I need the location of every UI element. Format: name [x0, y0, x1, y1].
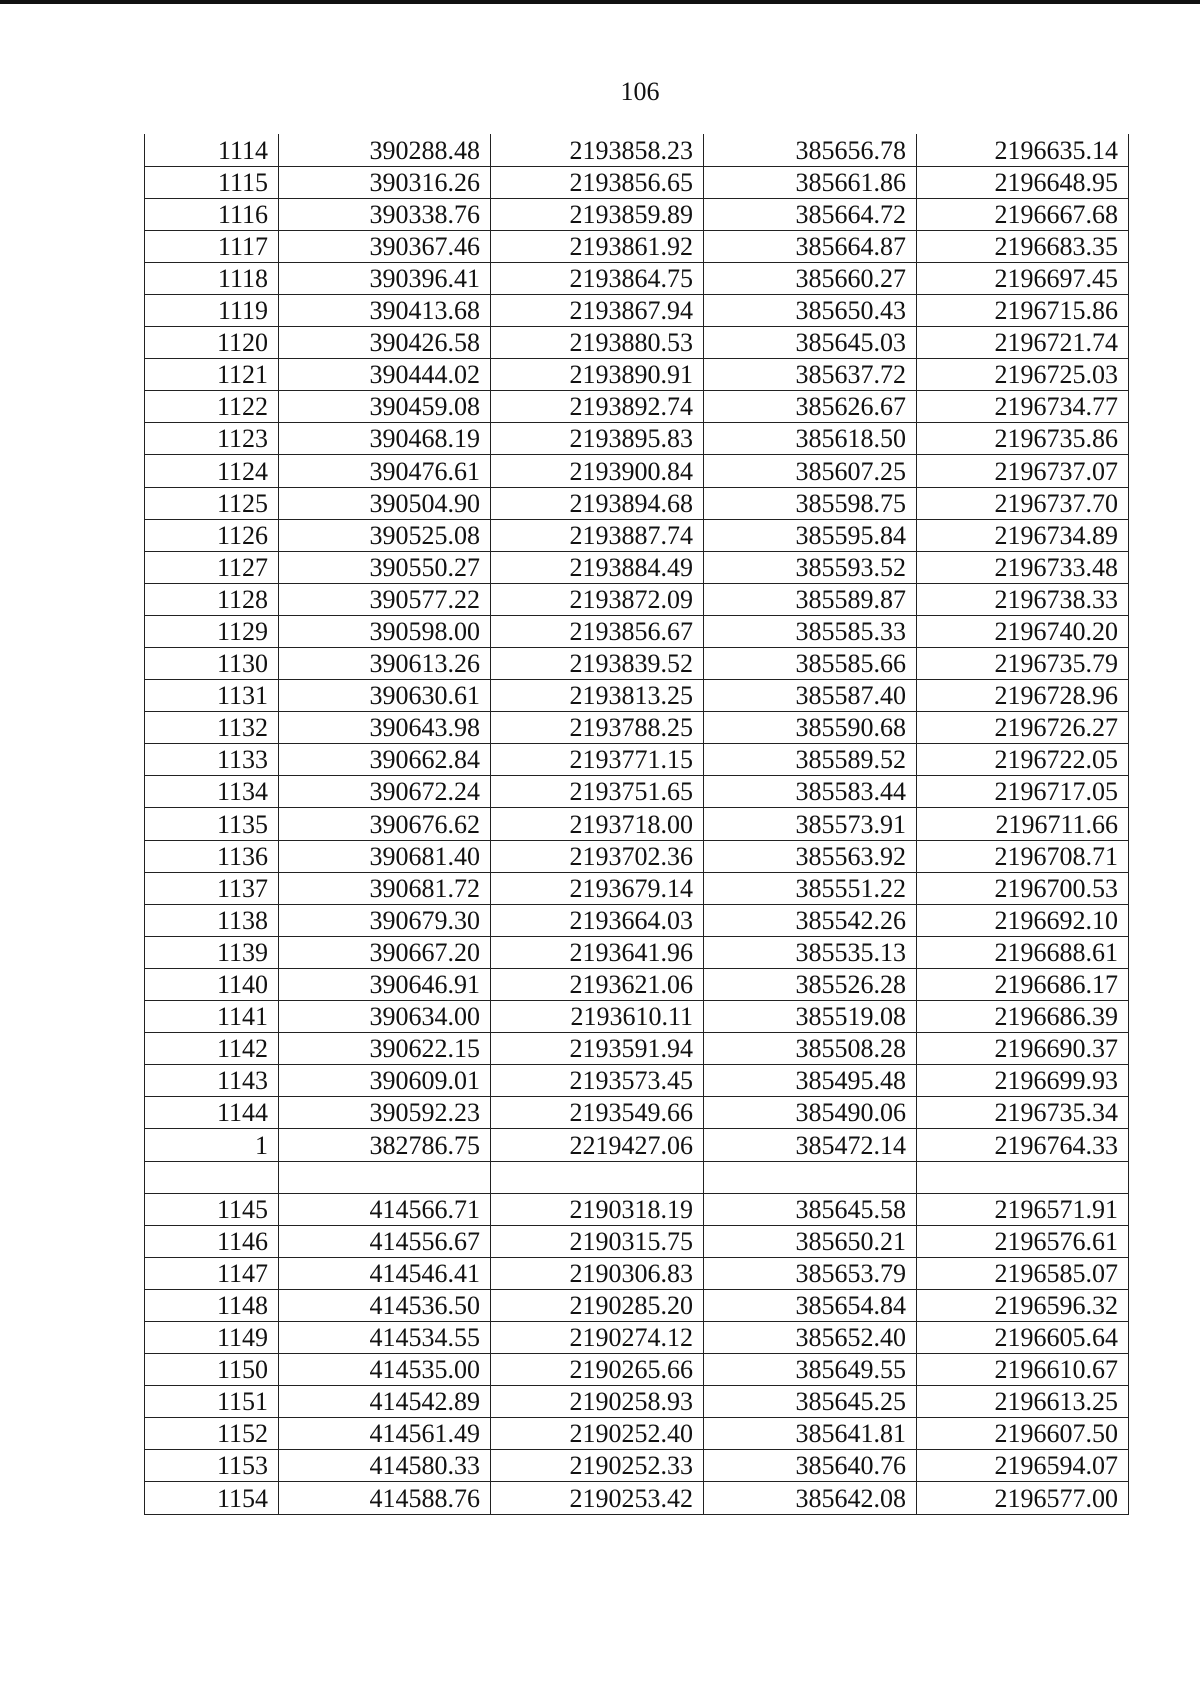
coord-y1-cell: 2190285.20: [491, 1289, 704, 1321]
coord-x2-cell: 385664.87: [704, 230, 917, 262]
coord-x2-cell: 385595.84: [704, 519, 917, 551]
coord-y2-cell: 2196577.00: [917, 1482, 1129, 1514]
coord-y1-cell: 2190318.19: [491, 1193, 704, 1225]
coord-x1-cell: 414561.49: [279, 1418, 491, 1450]
coord-y1-cell: 2193859.89: [491, 198, 704, 230]
coord-y1-cell: 2193884.49: [491, 551, 704, 583]
coord-y1-cell: 2193858.23: [491, 134, 704, 166]
point-number-cell: 1134: [145, 776, 279, 808]
coord-x2-cell: 385526.28: [704, 968, 917, 1000]
coord-x1-cell: 390413.68: [279, 294, 491, 326]
table-row: [145, 519, 1129, 551]
point-number-cell: 1114: [145, 134, 279, 166]
coord-y1-cell: 2190306.83: [491, 1257, 704, 1289]
coord-y2-cell: 2196728.96: [917, 680, 1129, 712]
table-row: [145, 1289, 1129, 1321]
coord-y2-cell: 2196699.93: [917, 1065, 1129, 1097]
coord-y1-cell: 2193679.14: [491, 872, 704, 904]
coord-x1-cell: 390662.84: [279, 744, 491, 776]
coord-x1-cell: 414536.50: [279, 1289, 491, 1321]
coord-y1-cell: 2193861.92: [491, 230, 704, 262]
coord-y1-cell: 2193867.94: [491, 294, 704, 326]
coord-y2-cell: 2196764.33: [917, 1129, 1129, 1161]
coord-x2-cell: 385664.72: [704, 198, 917, 230]
coord-y2-cell: 2196596.32: [917, 1289, 1129, 1321]
coord-x1-cell: 390550.27: [279, 551, 491, 583]
coord-y2-cell: 2196700.53: [917, 872, 1129, 904]
coord-y2-cell: 2196722.05: [917, 744, 1129, 776]
point-number-cell: 1132: [145, 712, 279, 744]
coord-y2-cell: 2196735.79: [917, 648, 1129, 680]
table-row: [145, 1321, 1129, 1353]
coord-y2-cell: 2196697.45: [917, 262, 1129, 294]
coord-x1-cell: 390609.01: [279, 1065, 491, 1097]
point-number-cell: 1119: [145, 294, 279, 326]
coord-x2-cell: 385563.92: [704, 840, 917, 872]
coord-x2-cell: 385589.52: [704, 744, 917, 776]
point-number-cell: 1141: [145, 1001, 279, 1033]
table-row: [145, 1482, 1129, 1514]
coord-y1-cell: 2193610.11: [491, 1001, 704, 1033]
coord-y2-cell: 2196594.07: [917, 1450, 1129, 1482]
table-row: [145, 904, 1129, 936]
coord-y2-cell: 2196571.91: [917, 1193, 1129, 1225]
coord-x1-cell: 390679.30: [279, 904, 491, 936]
coord-x1-cell: 390672.24: [279, 776, 491, 808]
coord-y1-cell: 2190253.42: [491, 1482, 704, 1514]
coord-y1-cell: 2193856.65: [491, 166, 704, 198]
coord-x2-cell: 385508.28: [704, 1033, 917, 1065]
coord-x2-cell: 385589.87: [704, 583, 917, 615]
coord-x1-cell: 390468.19: [279, 423, 491, 455]
coord-y1-cell: 2193890.91: [491, 359, 704, 391]
coord-y1-cell: 2190274.12: [491, 1321, 704, 1353]
coord-y1-cell: 2193856.67: [491, 615, 704, 647]
coord-y1-cell: 2190252.40: [491, 1418, 704, 1450]
coord-x2-cell: 385660.27: [704, 262, 917, 294]
point-number-cell: 1139: [145, 936, 279, 968]
coord-y2-cell: 2196667.68: [917, 198, 1129, 230]
coord-y2-cell: 2196735.34: [917, 1097, 1129, 1129]
point-number-cell: 1147: [145, 1257, 279, 1289]
point-number-cell: 1153: [145, 1450, 279, 1482]
coord-x2-cell: 385645.25: [704, 1386, 917, 1418]
coord-y1-cell: 2193591.94: [491, 1033, 704, 1065]
point-number-cell: 1128: [145, 583, 279, 615]
coord-y2-cell: [917, 1161, 1129, 1193]
coord-x2-cell: 385542.26: [704, 904, 917, 936]
coord-x2-cell: 385649.55: [704, 1354, 917, 1386]
coord-x2-cell: 385653.79: [704, 1257, 917, 1289]
coord-x2-cell: 385618.50: [704, 423, 917, 455]
coord-y2-cell: 2196717.05: [917, 776, 1129, 808]
coord-x2-cell: 385598.75: [704, 487, 917, 519]
coord-y2-cell: 2196715.86: [917, 294, 1129, 326]
coord-x1-cell: 390396.41: [279, 262, 491, 294]
coord-x1-cell: 390643.98: [279, 712, 491, 744]
coord-x2-cell: 385585.66: [704, 648, 917, 680]
point-number-cell: 1121: [145, 359, 279, 391]
coord-x1-cell: 390592.23: [279, 1097, 491, 1129]
coord-y2-cell: 2196725.03: [917, 359, 1129, 391]
coord-y2-cell: 2196605.64: [917, 1321, 1129, 1353]
point-number-cell: 1137: [145, 872, 279, 904]
point-number-cell: 1125: [145, 487, 279, 519]
coord-x2-cell: 385519.08: [704, 1001, 917, 1033]
point-number-cell: 1124: [145, 455, 279, 487]
point-number-cell: 1122: [145, 391, 279, 423]
table-row: [145, 808, 1129, 840]
coord-y1-cell: 2190258.93: [491, 1386, 704, 1418]
coord-x1-cell: 390613.26: [279, 648, 491, 680]
coord-y1-cell: 2193702.36: [491, 840, 704, 872]
coord-y1-cell: 2193549.66: [491, 1097, 704, 1129]
coord-x2-cell: 385626.67: [704, 391, 917, 423]
coord-x1-cell: 390622.15: [279, 1033, 491, 1065]
coord-x2-cell: 385645.03: [704, 327, 917, 359]
coord-x1-cell: 390338.76: [279, 198, 491, 230]
point-number-cell: 1116: [145, 198, 279, 230]
point-number-cell: 1120: [145, 327, 279, 359]
table-row: [145, 166, 1129, 198]
page-number: 106: [620, 77, 660, 106]
coord-y2-cell: 2196688.61: [917, 936, 1129, 968]
coord-x2-cell: 385650.43: [704, 294, 917, 326]
coord-x1-cell: 390504.90: [279, 487, 491, 519]
coord-x1-cell: 390598.00: [279, 615, 491, 647]
coord-x2-cell: 385535.13: [704, 936, 917, 968]
coord-x2-cell: 385654.84: [704, 1289, 917, 1321]
table-row: [145, 648, 1129, 680]
coord-y2-cell: 2196721.74: [917, 327, 1129, 359]
coord-y1-cell: 2193641.96: [491, 936, 704, 968]
point-number-cell: 1154: [145, 1482, 279, 1514]
coord-y2-cell: 2196683.35: [917, 230, 1129, 262]
coord-y1-cell: 2193895.83: [491, 423, 704, 455]
coord-x1-cell: 382786.75: [279, 1129, 491, 1161]
coord-x1-cell: 414588.76: [279, 1482, 491, 1514]
point-number-cell: 1: [145, 1129, 279, 1161]
coord-x2-cell: 385641.81: [704, 1418, 917, 1450]
point-number-cell: [145, 1161, 279, 1193]
coord-x2-cell: 385640.76: [704, 1450, 917, 1482]
coord-y2-cell: 2196610.67: [917, 1354, 1129, 1386]
point-number-cell: 1135: [145, 808, 279, 840]
table-row: [145, 1418, 1129, 1450]
coord-x1-cell: 390667.20: [279, 936, 491, 968]
point-number-cell: 1148: [145, 1289, 279, 1321]
coord-x1-cell: 390367.46: [279, 230, 491, 262]
coord-x1-cell: 414542.89: [279, 1386, 491, 1418]
point-number-cell: 1123: [145, 423, 279, 455]
coord-x2-cell: 385472.14: [704, 1129, 917, 1161]
coord-x1-cell: 414546.41: [279, 1257, 491, 1289]
point-number-cell: 1118: [145, 262, 279, 294]
table-row: [145, 968, 1129, 1000]
coord-x1-cell: 390316.26: [279, 166, 491, 198]
point-number-cell: 1129: [145, 615, 279, 647]
coord-x1-cell: 390630.61: [279, 680, 491, 712]
table-row: [145, 294, 1129, 326]
coord-y2-cell: 2196734.77: [917, 391, 1129, 423]
point-number-cell: 1152: [145, 1418, 279, 1450]
table-row: [145, 230, 1129, 262]
coord-y2-cell: 2196735.86: [917, 423, 1129, 455]
point-number-cell: 1146: [145, 1225, 279, 1257]
coord-y2-cell: 2196686.17: [917, 968, 1129, 1000]
coord-y1-cell: 2190265.66: [491, 1354, 704, 1386]
coord-y1-cell: 2193788.25: [491, 712, 704, 744]
table-row: [145, 1033, 1129, 1065]
point-number-cell: 1117: [145, 230, 279, 262]
coord-x1-cell: 414580.33: [279, 1450, 491, 1482]
table-row: [145, 1097, 1129, 1129]
table-row: [145, 391, 1129, 423]
coord-y1-cell: 2193771.15: [491, 744, 704, 776]
coord-y2-cell: 2196737.07: [917, 455, 1129, 487]
coord-x2-cell: 385585.33: [704, 615, 917, 647]
coord-x1-cell: 390646.91: [279, 968, 491, 1000]
coord-x1-cell: [279, 1161, 491, 1193]
coord-x1-cell: 390681.72: [279, 872, 491, 904]
coord-x1-cell: 414556.67: [279, 1225, 491, 1257]
table-row: [145, 198, 1129, 230]
coord-y1-cell: 2193621.06: [491, 968, 704, 1000]
point-number-cell: 1130: [145, 648, 279, 680]
table-row: [145, 1129, 1129, 1161]
table-row: [145, 134, 1129, 166]
coord-y1-cell: 2193880.53: [491, 327, 704, 359]
table-row: [145, 1193, 1129, 1225]
coord-y1-cell: 2193872.09: [491, 583, 704, 615]
table-row: [145, 487, 1129, 519]
coord-x2-cell: 385587.40: [704, 680, 917, 712]
point-number-cell: 1145: [145, 1193, 279, 1225]
point-number-cell: 1115: [145, 166, 279, 198]
top-border: [0, 0, 1200, 4]
table-row: [145, 1065, 1129, 1097]
coord-y2-cell: 2196585.07: [917, 1257, 1129, 1289]
coord-x2-cell: 385661.86: [704, 166, 917, 198]
coord-x2-cell: [704, 1161, 917, 1193]
coord-y2-cell: 2196607.50: [917, 1418, 1129, 1450]
coord-x2-cell: 385607.25: [704, 455, 917, 487]
coord-x1-cell: 390577.22: [279, 583, 491, 615]
coord-y1-cell: 2193664.03: [491, 904, 704, 936]
coord-x2-cell: 385593.52: [704, 551, 917, 583]
table-row: [145, 359, 1129, 391]
coord-y2-cell: 2196738.33: [917, 583, 1129, 615]
table-row: [145, 840, 1129, 872]
table-row: [145, 1001, 1129, 1033]
coord-x1-cell: 390459.08: [279, 391, 491, 423]
coord-y1-cell: 2193718.00: [491, 808, 704, 840]
table-row: [145, 680, 1129, 712]
table-row: [145, 423, 1129, 455]
table-row: [145, 1450, 1129, 1482]
coord-x2-cell: 385590.68: [704, 712, 917, 744]
table-row: [145, 712, 1129, 744]
coord-y2-cell: 2196740.20: [917, 615, 1129, 647]
coord-x1-cell: 390634.00: [279, 1001, 491, 1033]
table-row: [145, 455, 1129, 487]
coord-y2-cell: 2196648.95: [917, 166, 1129, 198]
coord-x2-cell: 385495.48: [704, 1065, 917, 1097]
coord-y2-cell: 2196690.37: [917, 1033, 1129, 1065]
table-body: [145, 134, 1129, 1514]
point-number-cell: 1131: [145, 680, 279, 712]
coord-y1-cell: [491, 1161, 704, 1193]
coord-y1-cell: 2193892.74: [491, 391, 704, 423]
point-number-cell: 1133: [145, 744, 279, 776]
coord-y1-cell: 2193894.68: [491, 487, 704, 519]
coord-y2-cell: 2196733.48: [917, 551, 1129, 583]
coord-x1-cell: 414566.71: [279, 1193, 491, 1225]
table-row: [145, 872, 1129, 904]
table-row: [145, 1354, 1129, 1386]
table-row: [145, 776, 1129, 808]
coord-y2-cell: 2196686.39: [917, 1001, 1129, 1033]
coord-y1-cell: 2193573.45: [491, 1065, 704, 1097]
point-number-cell: 1144: [145, 1097, 279, 1129]
coord-x1-cell: 390525.08: [279, 519, 491, 551]
coord-y2-cell: 2196576.61: [917, 1225, 1129, 1257]
table-row: [145, 615, 1129, 647]
coord-x1-cell: 390676.62: [279, 808, 491, 840]
coord-x2-cell: 385642.08: [704, 1482, 917, 1514]
point-number-cell: 1151: [145, 1386, 279, 1418]
coord-x1-cell: 414534.55: [279, 1321, 491, 1353]
coord-x1-cell: 390426.58: [279, 327, 491, 359]
coord-y2-cell: 2196613.25: [917, 1386, 1129, 1418]
coord-y1-cell: 2193839.52: [491, 648, 704, 680]
coord-y1-cell: 2193900.84: [491, 455, 704, 487]
table-row: [145, 744, 1129, 776]
coord-y2-cell: 2196726.27: [917, 712, 1129, 744]
coordinates-table: [144, 134, 1129, 1515]
point-number-cell: 1149: [145, 1321, 279, 1353]
coord-x2-cell: 385645.58: [704, 1193, 917, 1225]
coord-x1-cell: 390444.02: [279, 359, 491, 391]
point-number-cell: 1142: [145, 1033, 279, 1065]
table-row: [145, 551, 1129, 583]
coord-x1-cell: 390476.61: [279, 455, 491, 487]
table-row: [145, 1225, 1129, 1257]
table-row: [145, 936, 1129, 968]
table-row: [145, 583, 1129, 615]
blank-separator-row: [145, 1161, 1129, 1193]
point-number-cell: 1126: [145, 519, 279, 551]
coord-x2-cell: 385637.72: [704, 359, 917, 391]
coord-y1-cell: 2193864.75: [491, 262, 704, 294]
coord-x1-cell: 390288.48: [279, 134, 491, 166]
point-number-cell: 1150: [145, 1354, 279, 1386]
coord-y1-cell: 2190252.33: [491, 1450, 704, 1482]
coord-x2-cell: 385656.78: [704, 134, 917, 166]
point-number-cell: 1140: [145, 968, 279, 1000]
point-number-cell: 1138: [145, 904, 279, 936]
coord-y2-cell: 2196711.66: [917, 808, 1129, 840]
coord-y2-cell: 2196734.89: [917, 519, 1129, 551]
table-row: [145, 327, 1129, 359]
table-row: [145, 1386, 1129, 1418]
coord-x1-cell: 390681.40: [279, 840, 491, 872]
coord-y2-cell: 2196708.71: [917, 840, 1129, 872]
coord-y1-cell: 2193813.25: [491, 680, 704, 712]
coord-x2-cell: 385573.91: [704, 808, 917, 840]
point-number-cell: 1143: [145, 1065, 279, 1097]
coord-y1-cell: 2193751.65: [491, 776, 704, 808]
coord-x2-cell: 385650.21: [704, 1225, 917, 1257]
point-number-cell: 1127: [145, 551, 279, 583]
coord-y2-cell: 2196635.14: [917, 134, 1129, 166]
coord-y1-cell: 2190315.75: [491, 1225, 704, 1257]
coord-y2-cell: 2196692.10: [917, 904, 1129, 936]
coord-x2-cell: 385551.22: [704, 872, 917, 904]
coord-x1-cell: 414535.00: [279, 1354, 491, 1386]
table-row: [145, 1257, 1129, 1289]
point-number-cell: 1136: [145, 840, 279, 872]
coord-y2-cell: 2196737.70: [917, 487, 1129, 519]
coord-x2-cell: 385490.06: [704, 1097, 917, 1129]
coord-x2-cell: 385583.44: [704, 776, 917, 808]
coord-y1-cell: 2193887.74: [491, 519, 704, 551]
coord-x2-cell: 385652.40: [704, 1321, 917, 1353]
table-row: [145, 262, 1129, 294]
coord-y1-cell: 2219427.06: [491, 1129, 704, 1161]
